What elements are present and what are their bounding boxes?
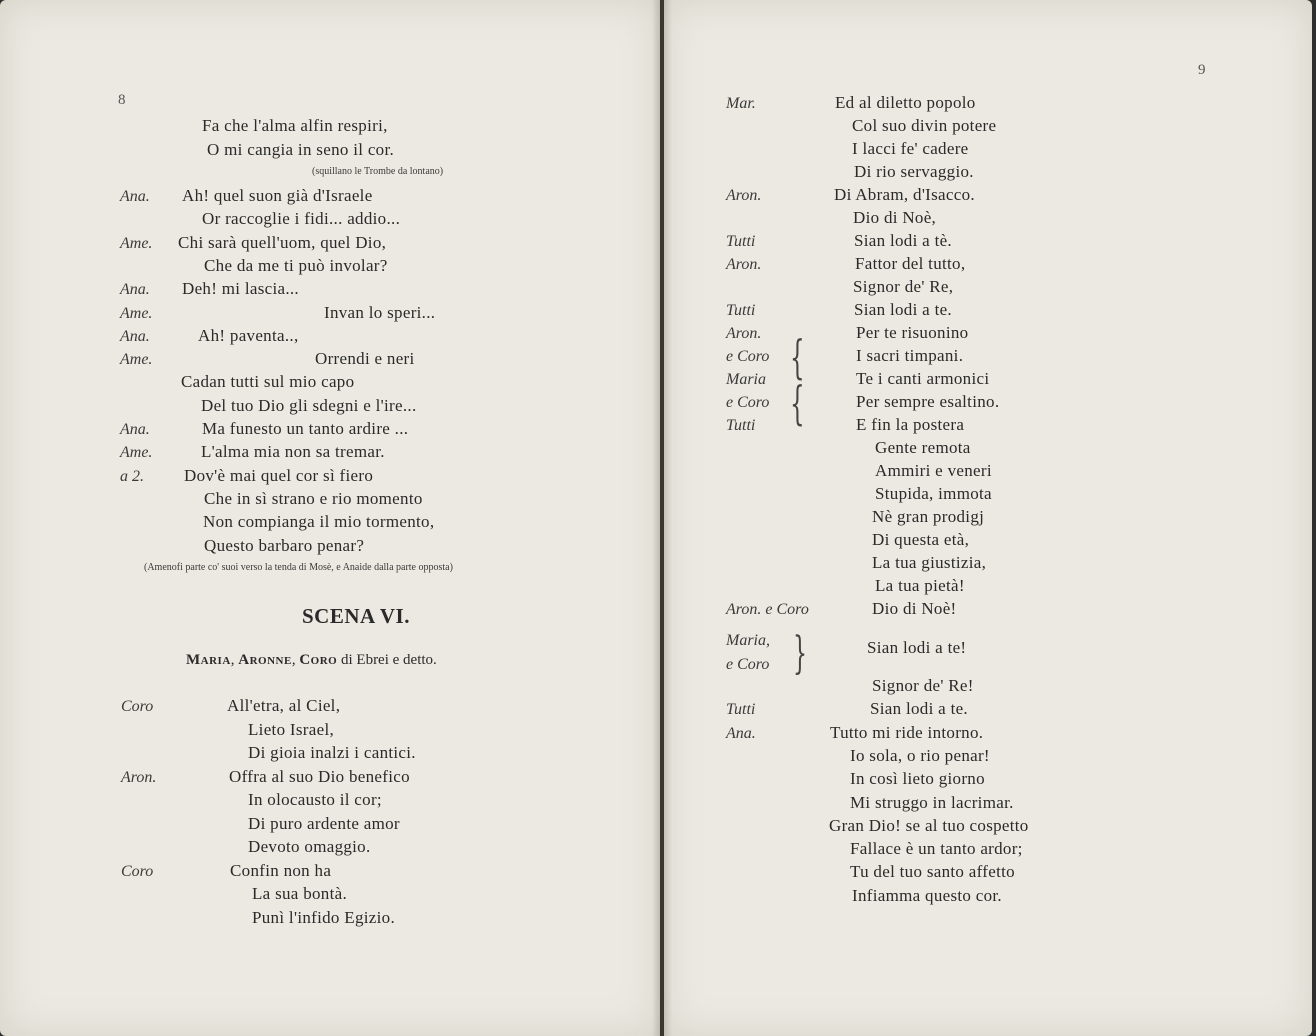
verse-line: Chi sarà quell'uom, quel Dio, — [178, 232, 387, 252]
verse-line: Di questa età, — [872, 530, 970, 549]
verse-line: Offra al suo Dio benefico — [229, 766, 410, 786]
cast-maria: Maria — [186, 652, 231, 668]
verse-line: O mi cangia in seno il cor. — [207, 140, 395, 159]
verse-line: In olocausto il cor; — [248, 790, 382, 809]
verse-line: Dio di Noè, — [853, 208, 937, 227]
speaker-label: Ana. — [120, 327, 150, 345]
speaker-label: Ana. — [120, 188, 150, 205]
speaker-label: Aron. — [121, 768, 157, 786]
verse-line: Per te risuonino — [856, 323, 969, 342]
verse-line: Ma funesto un tanto ardire ... — [202, 419, 409, 438]
verse-line: Ah! paventa.., — [198, 325, 299, 345]
speaker-label: Tutti — [726, 417, 756, 434]
verse-line: Fattor del tutto, — [855, 254, 966, 273]
verse-line: Invan lo speri... — [324, 302, 436, 322]
stage-direction: (squillano le Trombe da lontano) — [312, 166, 444, 177]
verse-line: Gran Dio! se al tuo cospetto — [829, 815, 1029, 835]
speaker-label: Mar. — [726, 95, 756, 112]
speaker-label: e Coro — [726, 656, 770, 673]
verse-line: Te i canti armonici — [856, 369, 990, 388]
verse-line: Signor de' Re! — [872, 676, 974, 695]
speaker-label: Maria, — [726, 632, 770, 649]
speaker-label: Ame. — [120, 304, 153, 322]
speaker-label: Aron. e Coro — [726, 601, 809, 618]
page-number: 8 — [118, 92, 126, 108]
speaker-label: a 2. — [120, 467, 144, 485]
verse-line: Di Abram, d'Isacco. — [834, 185, 975, 204]
verse-line: Del tuo Dio gli sdegni e l'ire... — [201, 395, 417, 415]
verse-line: Infiamma questo cor. — [852, 885, 1002, 905]
verse-line: All'etra, al Ciel, — [227, 696, 341, 715]
page-number: 9 — [1198, 62, 1206, 78]
verse-line: Non compianga il mio tormento, — [203, 512, 435, 532]
verse-line: La tua pietà! — [875, 576, 965, 595]
brace-icon: { — [790, 330, 805, 384]
verse-line: Devoto omaggio. — [248, 837, 371, 856]
speaker-label: Tutti — [726, 302, 756, 319]
scene-cast — [186, 652, 437, 669]
speaker-label: Coro — [121, 698, 154, 715]
verse-line: Sian lodi a te. — [854, 300, 952, 319]
brace-icon: } — [793, 628, 807, 679]
speaker-label: Tutti — [726, 701, 756, 719]
speaker-label: e Coro — [726, 348, 770, 365]
verse-line: Questo barbaro penar? — [204, 535, 365, 555]
verse-line: Che da me ti può involar? — [204, 255, 388, 275]
verse-line: L'alma mia non sa tremar. — [201, 442, 385, 462]
speaker-label: Aron. — [726, 325, 762, 342]
speaker-label: Aron. — [726, 187, 762, 204]
scene-title: SCENA VI. — [302, 604, 410, 628]
verse-line: Col suo divin potere — [852, 116, 997, 135]
verse-line: Stupida, immota — [875, 484, 992, 503]
verse-line: Fa che l'alma alfin respiri, — [202, 116, 388, 135]
verse-line: Ammiri e veneri — [875, 461, 992, 480]
speaker-label: Aron. — [726, 256, 762, 273]
verse-line: Tutto mi ride intorno. — [830, 722, 984, 742]
speaker-label: Ame. — [120, 444, 153, 462]
verse-line: Fallace è un tanto ardor; — [850, 839, 1023, 859]
verse-line: Cadan tutti sul mio capo — [181, 372, 355, 392]
cast-coro: Coro — [299, 652, 338, 668]
verse-line: Di rio servaggio. — [854, 162, 974, 181]
verse-line: Deh! mi lascia... — [182, 279, 299, 299]
verse-line: In così lieto giorno — [850, 769, 985, 789]
speaker-label: Ana. — [120, 281, 150, 299]
verse-line: Confin non ha — [230, 860, 332, 880]
verse-line: E fin la postera — [856, 415, 965, 434]
speaker-label: e Coro — [726, 394, 770, 411]
verse-line: Sian lodi a tè. — [854, 231, 952, 250]
verse-line: Dov'è mai quel cor sì fiero — [184, 465, 374, 485]
speaker-label: Ana. — [120, 421, 150, 438]
verse-line: Sian lodi a te! — [867, 638, 967, 657]
speaker-label: Tutti — [726, 233, 756, 250]
verse-line: I lacci fe' cadere — [852, 139, 969, 158]
verse-line: La sua bontà. — [252, 884, 348, 903]
verse-line: Signor de' Re, — [853, 277, 954, 296]
speaker-label: Coro — [121, 862, 154, 880]
book-gutter — [652, 0, 672, 1036]
speaker-label: Ame. — [120, 234, 153, 252]
verse-line: Per sempre esaltino. — [856, 392, 1000, 411]
verse-line: Dio di Noè! — [872, 599, 957, 618]
speaker-label: Ame. — [120, 351, 153, 369]
stage-direction: (Amenofi parte co' suoi verso la tenda di Mosè, e Anaide dalla parte opposta) — [144, 562, 453, 573]
cast-separator: , — [230, 652, 239, 668]
verse-line: Che in sì strano e rio momento — [204, 488, 423, 508]
verse-line: La tua giustizia, — [872, 553, 987, 572]
verse-line: Tu del tuo santo affetto — [850, 862, 1015, 882]
cast-separator: , — [291, 652, 300, 668]
cast-rest: di Ebrei e detto. — [340, 652, 437, 668]
verse-line: Nè gran prodigj — [872, 507, 985, 526]
verse-line: I sacri timpani. — [856, 346, 964, 365]
speaker-label: Maria — [726, 371, 766, 388]
brace-icon: { — [790, 376, 805, 430]
right-page — [664, 0, 1312, 1036]
speaker-label: Ana. — [726, 724, 756, 742]
verse-line: Lieto Israel, — [248, 719, 335, 739]
verse-line: Gente remota — [875, 438, 971, 457]
verse-line: Punì l'infido Egizio. — [252, 907, 395, 927]
verse-line: Sian lodi a te. — [870, 699, 968, 719]
verse-line: Di gioia inalzi i cantici. — [248, 743, 416, 762]
verse-line: Di puro ardente amor — [248, 813, 400, 833]
verse-line: Ed al diletto popolo — [835, 93, 976, 112]
verse-line: Orrendi e neri — [315, 349, 415, 369]
verse-line: Or raccoglie i fidi... addio... — [202, 209, 401, 229]
cast-aronne: Aronne — [238, 652, 292, 668]
verse-line: Mi struggo in lacrimar. — [850, 792, 1014, 812]
verse-line: Ah! quel suon già d'Israele — [182, 186, 373, 205]
verse-line: Io sola, o rio penar! — [850, 745, 990, 765]
